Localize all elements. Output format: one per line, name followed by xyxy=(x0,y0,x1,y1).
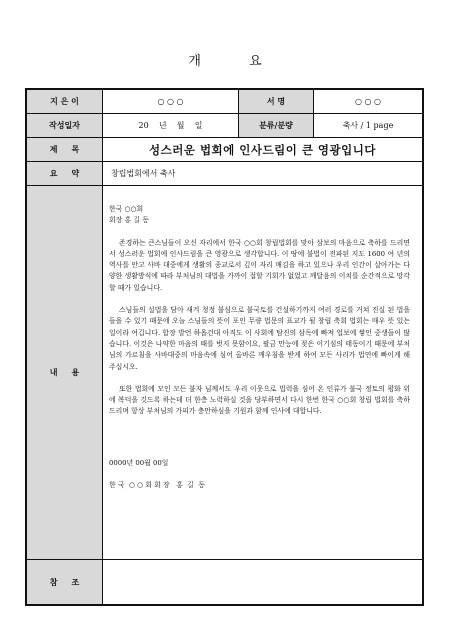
summary-value: 창립법회에서 축사 xyxy=(111,169,176,178)
date-line: 0000년 00월 00일 xyxy=(109,458,169,467)
content-body xyxy=(102,186,420,491)
page-title: 개 요 xyxy=(188,54,284,69)
date-label: 작성일자 xyxy=(27,114,103,137)
signature-value: ○ ○ ○ xyxy=(354,97,382,106)
president-line: 회장 홍 길 동 xyxy=(109,216,149,225)
summary-label: 요 약 xyxy=(27,162,103,185)
org-line: 한국 ○○회 xyxy=(109,205,144,213)
paragraph-2: 스님들의 설법을 담아 새겨 청정 불심으로 불국토를 건설하기까지 여러 경로를 거쳐 진실 된 법을 들을 수 있기 때문에 오늘 스님들의 뜻이 포인 무량 법문의 표교가 될 창립 축회 법회는 매우 뜻 있는 일이라 여깁니다. 합장 발언 하옵건대 아직도 이 사회에 탐진의 삼독에 빠져 업보에 쌓인 중생들이 많습니다. 이것은 나약한 마음의 때를 벗지 못함이요, 팔금 만능에 젖은 이기심의 태동이기 때문에 부처님의 가르침을 사바대중의 마음속에 심어 올바른 깨우침을 받게 하여 모든 사리가 법연에 빠이게 해 주십시오. xyxy=(109,306,410,371)
row-reference xyxy=(27,560,422,604)
subject-label: 제 목 xyxy=(27,138,103,161)
signature-label: 서 명 xyxy=(238,90,314,113)
paragraph-3: 또한 법회에 모인 모든 불자 님께서도 우리 이웃으로 법력을 심어 온 인류가 불국 정토의 평화 위에 복덕을 깃드록 하는데 더 한층 노력하실 것을 당부하면서 다시 한번 한국 ○○회 창립 법회를 축하드리며 항상 부처님의 가피가 충만하심을 기원과 함께 인사에 대합니다. xyxy=(109,384,410,416)
reference-label: 참 조 xyxy=(27,560,103,604)
author-label: 지 은 이 xyxy=(27,90,103,113)
date-value: 20 년 월 일 xyxy=(138,121,203,130)
row-summary xyxy=(27,162,422,186)
row-subject xyxy=(27,138,422,162)
row-author xyxy=(27,90,422,114)
category-value: 축사 / 1 page xyxy=(342,121,394,130)
row-date xyxy=(27,114,422,138)
category-label: 분류/분량 xyxy=(238,114,314,137)
sign-line: 한 국 ○ ○ 회 회 장 홍 길 동 xyxy=(109,481,205,490)
paragraph-1: 존경하는 큰스님들이 오신 자리에서 한국 ○○회 창립법회를 맞아 삼보의 마음으로 축하를 드리면서 성스러운 법회에 인사드림을 큰 영광으로 생각합니다. 이 땅에 불법이 전파된 지도 1600 여 년의 역사를 안고 사바 대중에게 생활의 종교로서 깊이 자리 매김을 하고 있으나 우리 인간이 살아가는 다양한 생활방식에 따라 부처님의 대법을 가까이 접할 기회가 없었고 깨달음의 이치를 순간적으로 망각할 때가 있습니다. xyxy=(109,238,410,292)
subject-value: 성스러운 법회에 인사드림이 큰 영광입니다 xyxy=(149,142,376,157)
row-content xyxy=(27,186,422,560)
document-form-table xyxy=(25,88,424,606)
content-label: 내 용 xyxy=(27,186,103,559)
author-value: ○ ○ ○ xyxy=(157,97,184,106)
